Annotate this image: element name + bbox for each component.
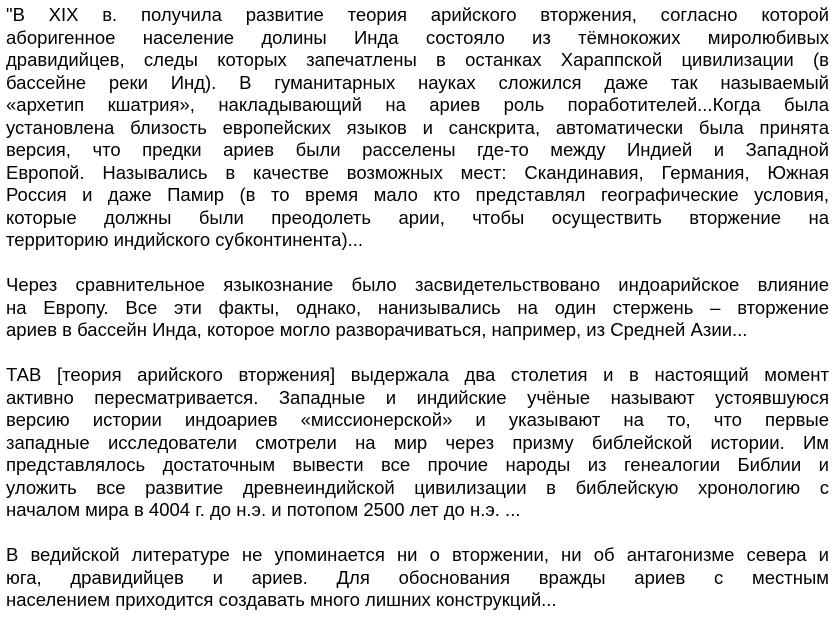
text-line: активно пересматривается. Западные и индийские учёные называют устоявшуюся xyxy=(6,386,829,408)
text-line: Европой. Назывались в качестве возможных мест: Скандинавия, Германия, Южная xyxy=(6,161,829,183)
paragraph-spacer xyxy=(6,522,829,545)
text-line: "В XIX в. получила развитие теория арийского вторжения, согласно которой xyxy=(6,4,829,25)
paragraph-comparative-linguistics xyxy=(6,274,829,342)
text-line: западные исследователи смотрели на мир через призму библейской истории. Им xyxy=(6,431,829,453)
text-line: на Европу. Все эти факты, однако, нанизывались на один стержень – вторжение xyxy=(6,296,829,318)
paragraph-tav-revision xyxy=(6,364,829,522)
text-line: ариев в бассейн Инда, которое могло разворачиваться, например, из Средней Азии... xyxy=(6,319,748,340)
text-line: аборигенное население долины Инда состояло из тёмнокожих миролюбивых xyxy=(6,26,829,48)
text-line: началом мира в 4004 г. до н.э. и потопом 2500 лет до н.э. ... xyxy=(6,499,521,520)
text-line: «архетип кшатрия», накладывающий на ариев роль поработителей...Когда была xyxy=(6,94,829,115)
paragraph-spacer xyxy=(6,342,829,365)
paragraph-spacer xyxy=(6,252,829,275)
text-line: населением приходится создавать много лишних конструкций... xyxy=(6,589,557,610)
text-line: В ведийской литературе не упоминается ни о вторжении, ни об антагонизме севера и xyxy=(6,544,829,565)
paragraph-vedic-literature xyxy=(6,544,829,612)
text-line: Россия и даже Памир (в то время мало кто представлял географические условия, xyxy=(6,184,829,205)
text-line: Через сравнительное языкознание было засвидетельствовано индоарийское влияние xyxy=(6,274,829,295)
text-line: дравидийцев, следы которых запечатлены в останках Хараппской цивилизации (в xyxy=(6,49,829,70)
text-line: территорию индийского субконтинента)... xyxy=(6,229,364,250)
text-line: ТАВ [теория арийского вторжения] выдержала два столетия и в настоящий момент xyxy=(6,364,829,385)
paragraph-aryan-invasion-theory xyxy=(6,4,829,252)
text-line: бассейне реки Инд). В гуманитарных науках сложился даже так называемый xyxy=(6,71,829,93)
text-line: версию истории индоариев «миссионерской» и указывают на то, что первые xyxy=(6,409,829,430)
text-line: юга, дравидийцев и ариев. Для обоснования вражды ариев с местным xyxy=(6,566,829,588)
text-line: которые должны были преодолеть арии, чтобы осуществить вторжение на xyxy=(6,206,829,228)
text-line: установлена близость европейских языков и санскрита, автоматически была принята xyxy=(6,116,829,138)
text-line: уложить все развитие древнеиндийской цивилизации в библейскую хронологию с xyxy=(6,476,829,498)
text-line: представлялось достаточным вывести все прочие народы из генеалогии Библии и xyxy=(6,454,829,475)
text-line: версия, что предки ариев были расселены где-то между Индией и Западной xyxy=(6,139,829,160)
